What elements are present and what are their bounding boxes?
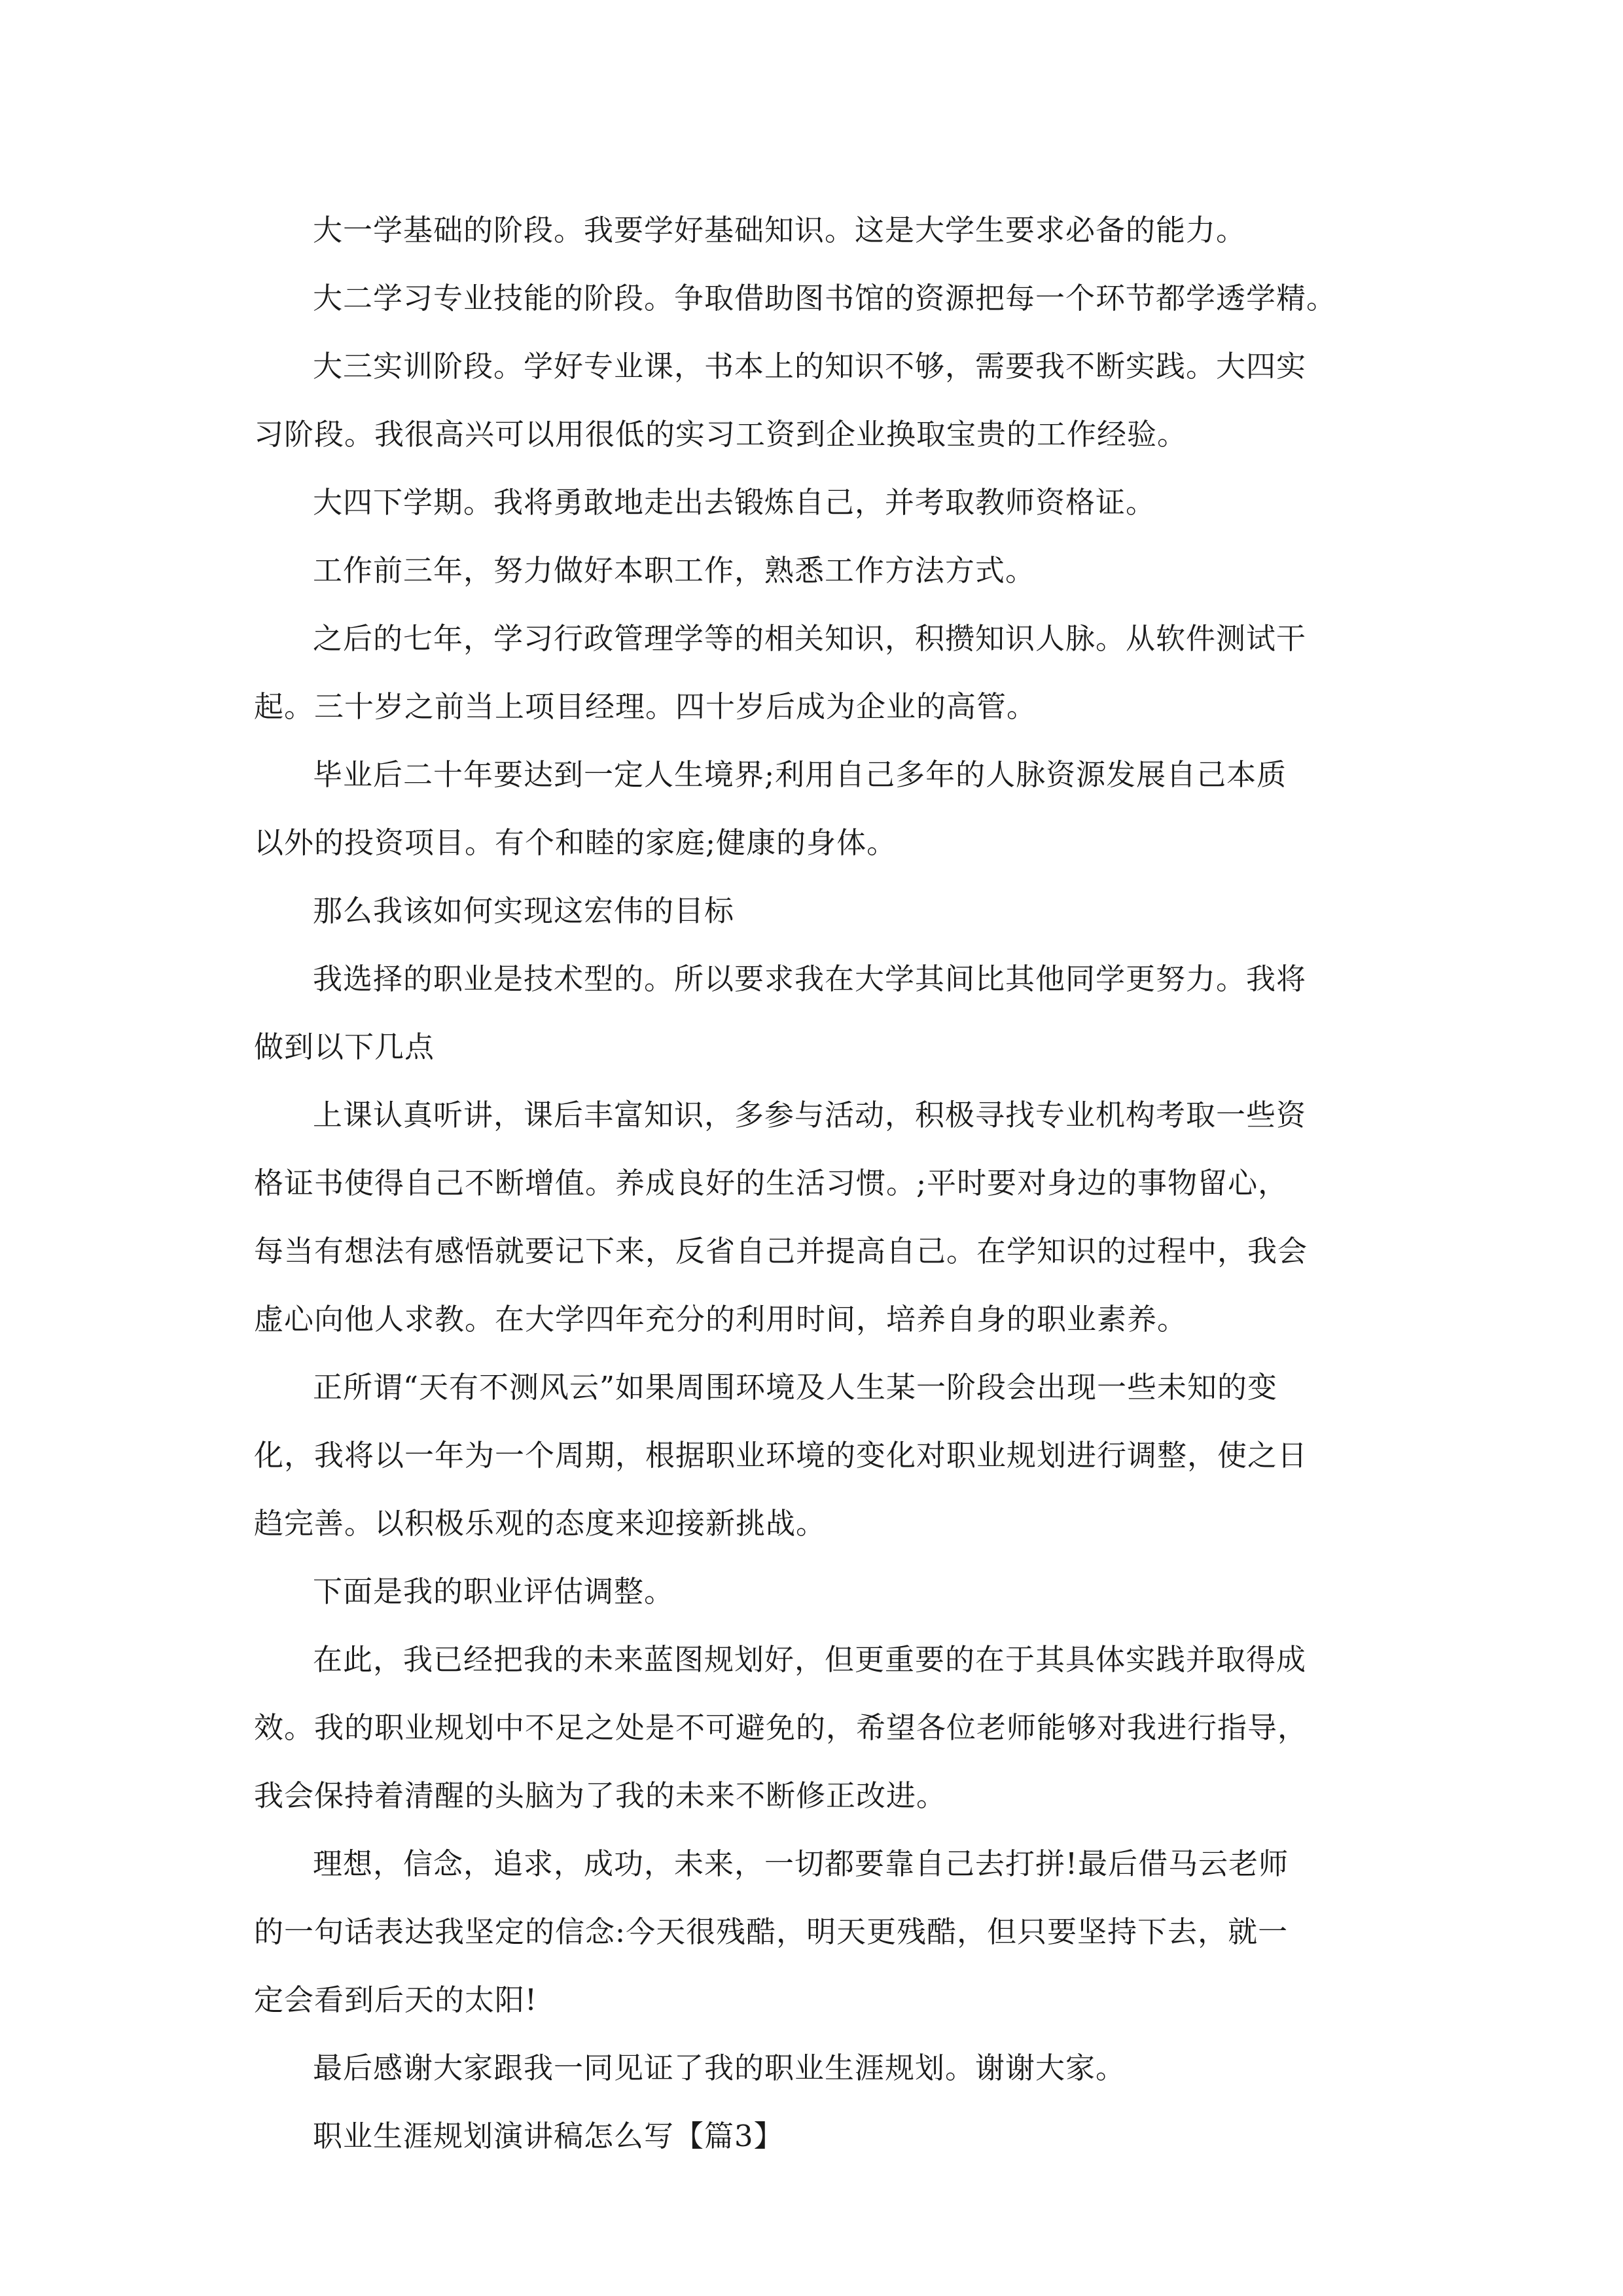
text-line: 定会看到后天的太阳!	[254, 1982, 538, 2017]
text-line: 以外的投资项目。有个和睦的家庭;健康的身体。	[254, 825, 897, 860]
paragraph	[313, 537, 1380, 605]
text-line: 那么我该如何实现这宏伟的目标	[313, 893, 735, 928]
text-line: 每当有想法有感悟就要记下来，反省自己并提高自己。在学知识的过程中，我会	[254, 1234, 1308, 1268]
paragraph	[254, 605, 1380, 741]
text-line: 的一句话表达我坚定的信念:今天很残酷，明天更残酷，但只要坚持下去，就一	[254, 1914, 1289, 1949]
text-line: 大四下学期。我将勇敢地走出去锻炼自己，并考取教师资格证。	[313, 485, 1156, 520]
paragraph	[254, 741, 1380, 877]
paragraph	[254, 1354, 1380, 1558]
paragraph	[313, 2102, 1380, 2170]
paragraph	[254, 1830, 1380, 2034]
text-line: 上课认真听讲，课后丰富知识，多参与活动，积极寻找专业机构考取一些资	[313, 1098, 1307, 1132]
text-line: 最后感谢大家跟我一同见证了我的职业生涯规划。谢谢大家。	[313, 2051, 1126, 2085]
text-line: 理想，信念，追求，成功，未来，一切都要靠自己去打拼!最后借马云老师	[313, 1846, 1289, 1881]
paragraph	[313, 264, 1380, 332]
text-line: 之后的七年，学习行政管理学等的相关知识，积攒知识人脉。从软件测试干	[313, 621, 1307, 656]
text-line: 虚心向他人求教。在大学四年充分的利用时间，培养自身的职业素养。	[254, 1302, 1188, 1336]
paragraph	[254, 1081, 1380, 1354]
text-line: 大二学习专业技能的阶段。争取借助图书馆的资源把每一个环节都学透学精。	[313, 281, 1337, 315]
paragraph	[313, 1558, 1380, 1626]
text-line: 大三实训阶段。学好专业课，书本上的知识不够，需要我不断实践。大四实	[313, 349, 1307, 384]
text-line: 毕业后二十年要达到一定人生境界;利用自己多年的人脉资源发展自己本质	[313, 757, 1287, 792]
text-line: 趋完善。以积极乐观的态度来迎接新挑战。	[254, 1506, 827, 1541]
paragraph	[313, 469, 1380, 537]
text-line: 正所谓“天有不测风云”如果周围环境及人生某一阶段会出现一些未知的变	[313, 1370, 1278, 1405]
text-line: 做到以下几点	[254, 1030, 435, 1064]
paragraph	[313, 877, 1380, 945]
document-body	[254, 196, 1380, 2170]
text-line: 化，我将以一年为一个周期，根据职业环境的变化对职业规划进行调整，使之日	[254, 1438, 1308, 1473]
text-line: 我选择的职业是技术型的。所以要求我在大学其间比其他同学更努力。我将	[313, 961, 1307, 996]
paragraph	[313, 196, 1380, 264]
text-line: 工作前三年，努力做好本职工作，熟悉工作方法方式。	[313, 553, 1036, 588]
text-line: 效。我的职业规划中不足之处是不可避免的，希望各位老师能够对我进行指导，	[254, 1710, 1308, 1745]
text-line: 大一学基础的阶段。我要学好基础知识。这是大学生要求必备的能力。	[313, 213, 1247, 247]
text-line: 下面是我的职业评估调整。	[313, 1574, 675, 1609]
text-line: 起。三十岁之前当上项目经理。四十岁后成为企业的高管。	[254, 689, 1037, 724]
text-line: 在此，我已经把我的未来蓝图规划好，但更重要的在于其具体实践并取得成	[313, 1642, 1307, 1677]
paragraph	[254, 332, 1380, 469]
paragraph	[254, 945, 1380, 1081]
text-line: 职业生涯规划演讲稿怎么写【篇3】	[313, 2119, 784, 2153]
text-line: 我会保持着清醒的头脑为了我的未来不断修正改进。	[254, 1778, 947, 1813]
paragraph	[254, 1626, 1380, 1830]
text-line: 习阶段。我很高兴可以用很低的实习工资到企业换取宝贵的工作经验。	[254, 417, 1188, 452]
paragraph	[313, 2034, 1380, 2102]
text-line: 格证书使得自己不断增值。养成良好的生活习惯。;平时要对身边的事物留心，	[254, 1166, 1289, 1200]
